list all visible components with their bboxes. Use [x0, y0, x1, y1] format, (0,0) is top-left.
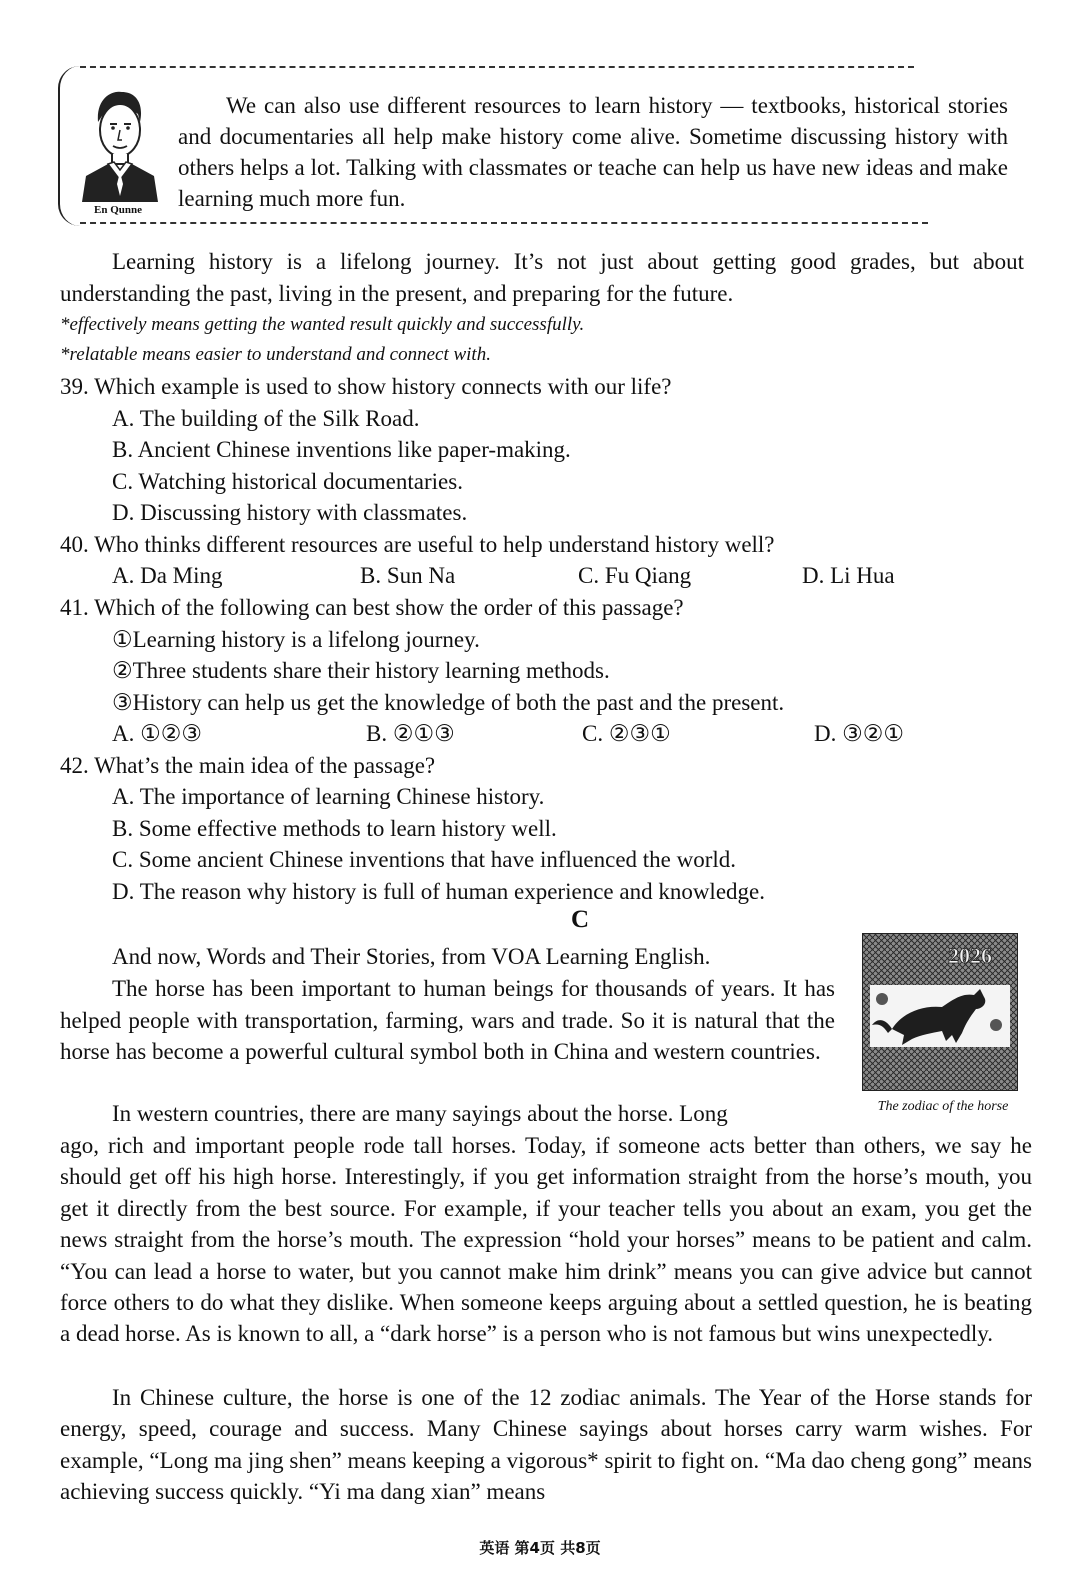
question-42-option-d[interactable]: D. The reason why history is full of human experience and knowledge. [112, 879, 765, 904]
picture-year: 2026 [948, 943, 992, 968]
question-41-option-b[interactable]: B. ②①③ [366, 721, 455, 746]
section-c-intro: And now, Words and Their Stories, from VOA Learning English. [112, 944, 711, 969]
section-c-paragraph-2-first-line: In western countries, there are many sayings about the horse. Long [112, 1101, 728, 1126]
question-42-option-b[interactable]: B. Some effective methods to learn history well. [112, 816, 557, 841]
question-40-option-b[interactable]: B. Sun Na [360, 563, 456, 588]
student-avatar-icon [78, 84, 158, 202]
speech-box-bottom-line [80, 222, 928, 224]
question-39-stem: 39. Which example is used to show history connects with our life? [60, 374, 672, 399]
question-41-option-d[interactable]: D. ③②① [814, 721, 904, 746]
question-41-statement-1: ①Learning history is a lifelong journey. [112, 627, 480, 652]
page-footer: 英语 第4页 共8页 [479, 1539, 601, 1557]
picture-caption: The zodiac of the horse [877, 1099, 1009, 1114]
speech-text: We can also use different resources to learn history — textbooks, historical stories and documentaries all help make history come alive. Sometime discussing history with others helps a lot. Talking with classmates or teache can help us have new ideas and make learning much more fun. [178, 93, 1008, 211]
question-42-option-a[interactable]: A. The importance of learning Chinese history. [112, 784, 545, 809]
question-39-option-b[interactable]: B. Ancient Chinese inventions like paper-making. [112, 437, 571, 462]
question-41-option-c[interactable]: C. ②③① [582, 721, 671, 746]
question-41-option-a[interactable]: A. ①②③ [112, 721, 202, 746]
question-39-option-c[interactable]: C. Watching historical documentaries. [112, 469, 463, 494]
section-c-paragraph-3: In Chinese culture, the horse is one of the 12 zodiac animals. The Year of the Horse stands for energy, speed, courage and success. Many Chinese sayings about horses carry warm wishes. For example, “Long ma jing shen” means keeping a vigorous* spirit to fight on. “Ma dao cheng gong” means achieving success quickly. “Yi ma dang xian” means [60, 1385, 1032, 1505]
section-c-heading: C [570, 906, 590, 933]
question-41-statement-3: ③History can help us get the knowledge of both the past and the present. [112, 690, 785, 715]
question-41-statement-2: ②Three students share their history learning methods. [112, 658, 610, 683]
question-42-option-c[interactable]: C. Some ancient Chinese inventions that have influenced the world. [112, 847, 737, 872]
question-41-stem: 41. Which of the following can best show the order of this passage? [60, 595, 684, 620]
conclusion-paragraph: Learning history is a lifelong journey. It’s not just about getting good grades, but about understanding the past, living in the present, and preparing for the future. [60, 249, 1024, 306]
section-c-paragraph-2: ago, rich and important people rode tall horses. Today, if someone acts better than others, we say he should get off his high horse. Interestingly, if you get information straight from the horse’s mouth, you get it directly from the best source. For example, if your teacher tells you about an exam, you get the news straight from the horse’s mouth. The expression “hold your horses” means to be patient and calm. “You can lead a horse to water, but you cannot make him drink” means you can give advice but cannot force others to do what they dislike. When someone keeps arguing about a settled question, he is beating a dead horse. As is known to all, a “dark horse” is a person who is not famous but wins unexpectedly. [60, 1133, 1032, 1347]
question-40-option-a[interactable]: A. Da Ming [112, 563, 223, 588]
question-39-option-a[interactable]: A. The building of the Silk Road. [112, 406, 420, 431]
question-40-stem: 40. Who thinks different resources are useful to help understand history well? [60, 532, 775, 557]
question-40-option-c[interactable]: C. Fu Qiang [578, 563, 692, 588]
footnote-relatable: *relatable means easier to understand and connect with. [60, 344, 491, 365]
question-42-stem: 42. What’s the main idea of the passage? [60, 753, 436, 778]
section-c-paragraph-1: The horse has been important to human beings for thousands of years. It has helped people with transportation, farming, wars and trade. So it is natural that the horse has become a powerful cultural symbol both in China and western countries. [60, 976, 835, 1064]
question-40-option-d[interactable]: D. Li Hua [802, 563, 895, 588]
footnote-effectively: *effectively means getting the wanted result quickly and successfully. [60, 314, 585, 335]
horse-zodiac-picture [862, 933, 1018, 1091]
avatar-name: En Qunne [94, 204, 142, 216]
speech-box-top-line [80, 66, 914, 68]
question-39-option-d[interactable]: D. Discussing history with classmates. [112, 500, 468, 525]
